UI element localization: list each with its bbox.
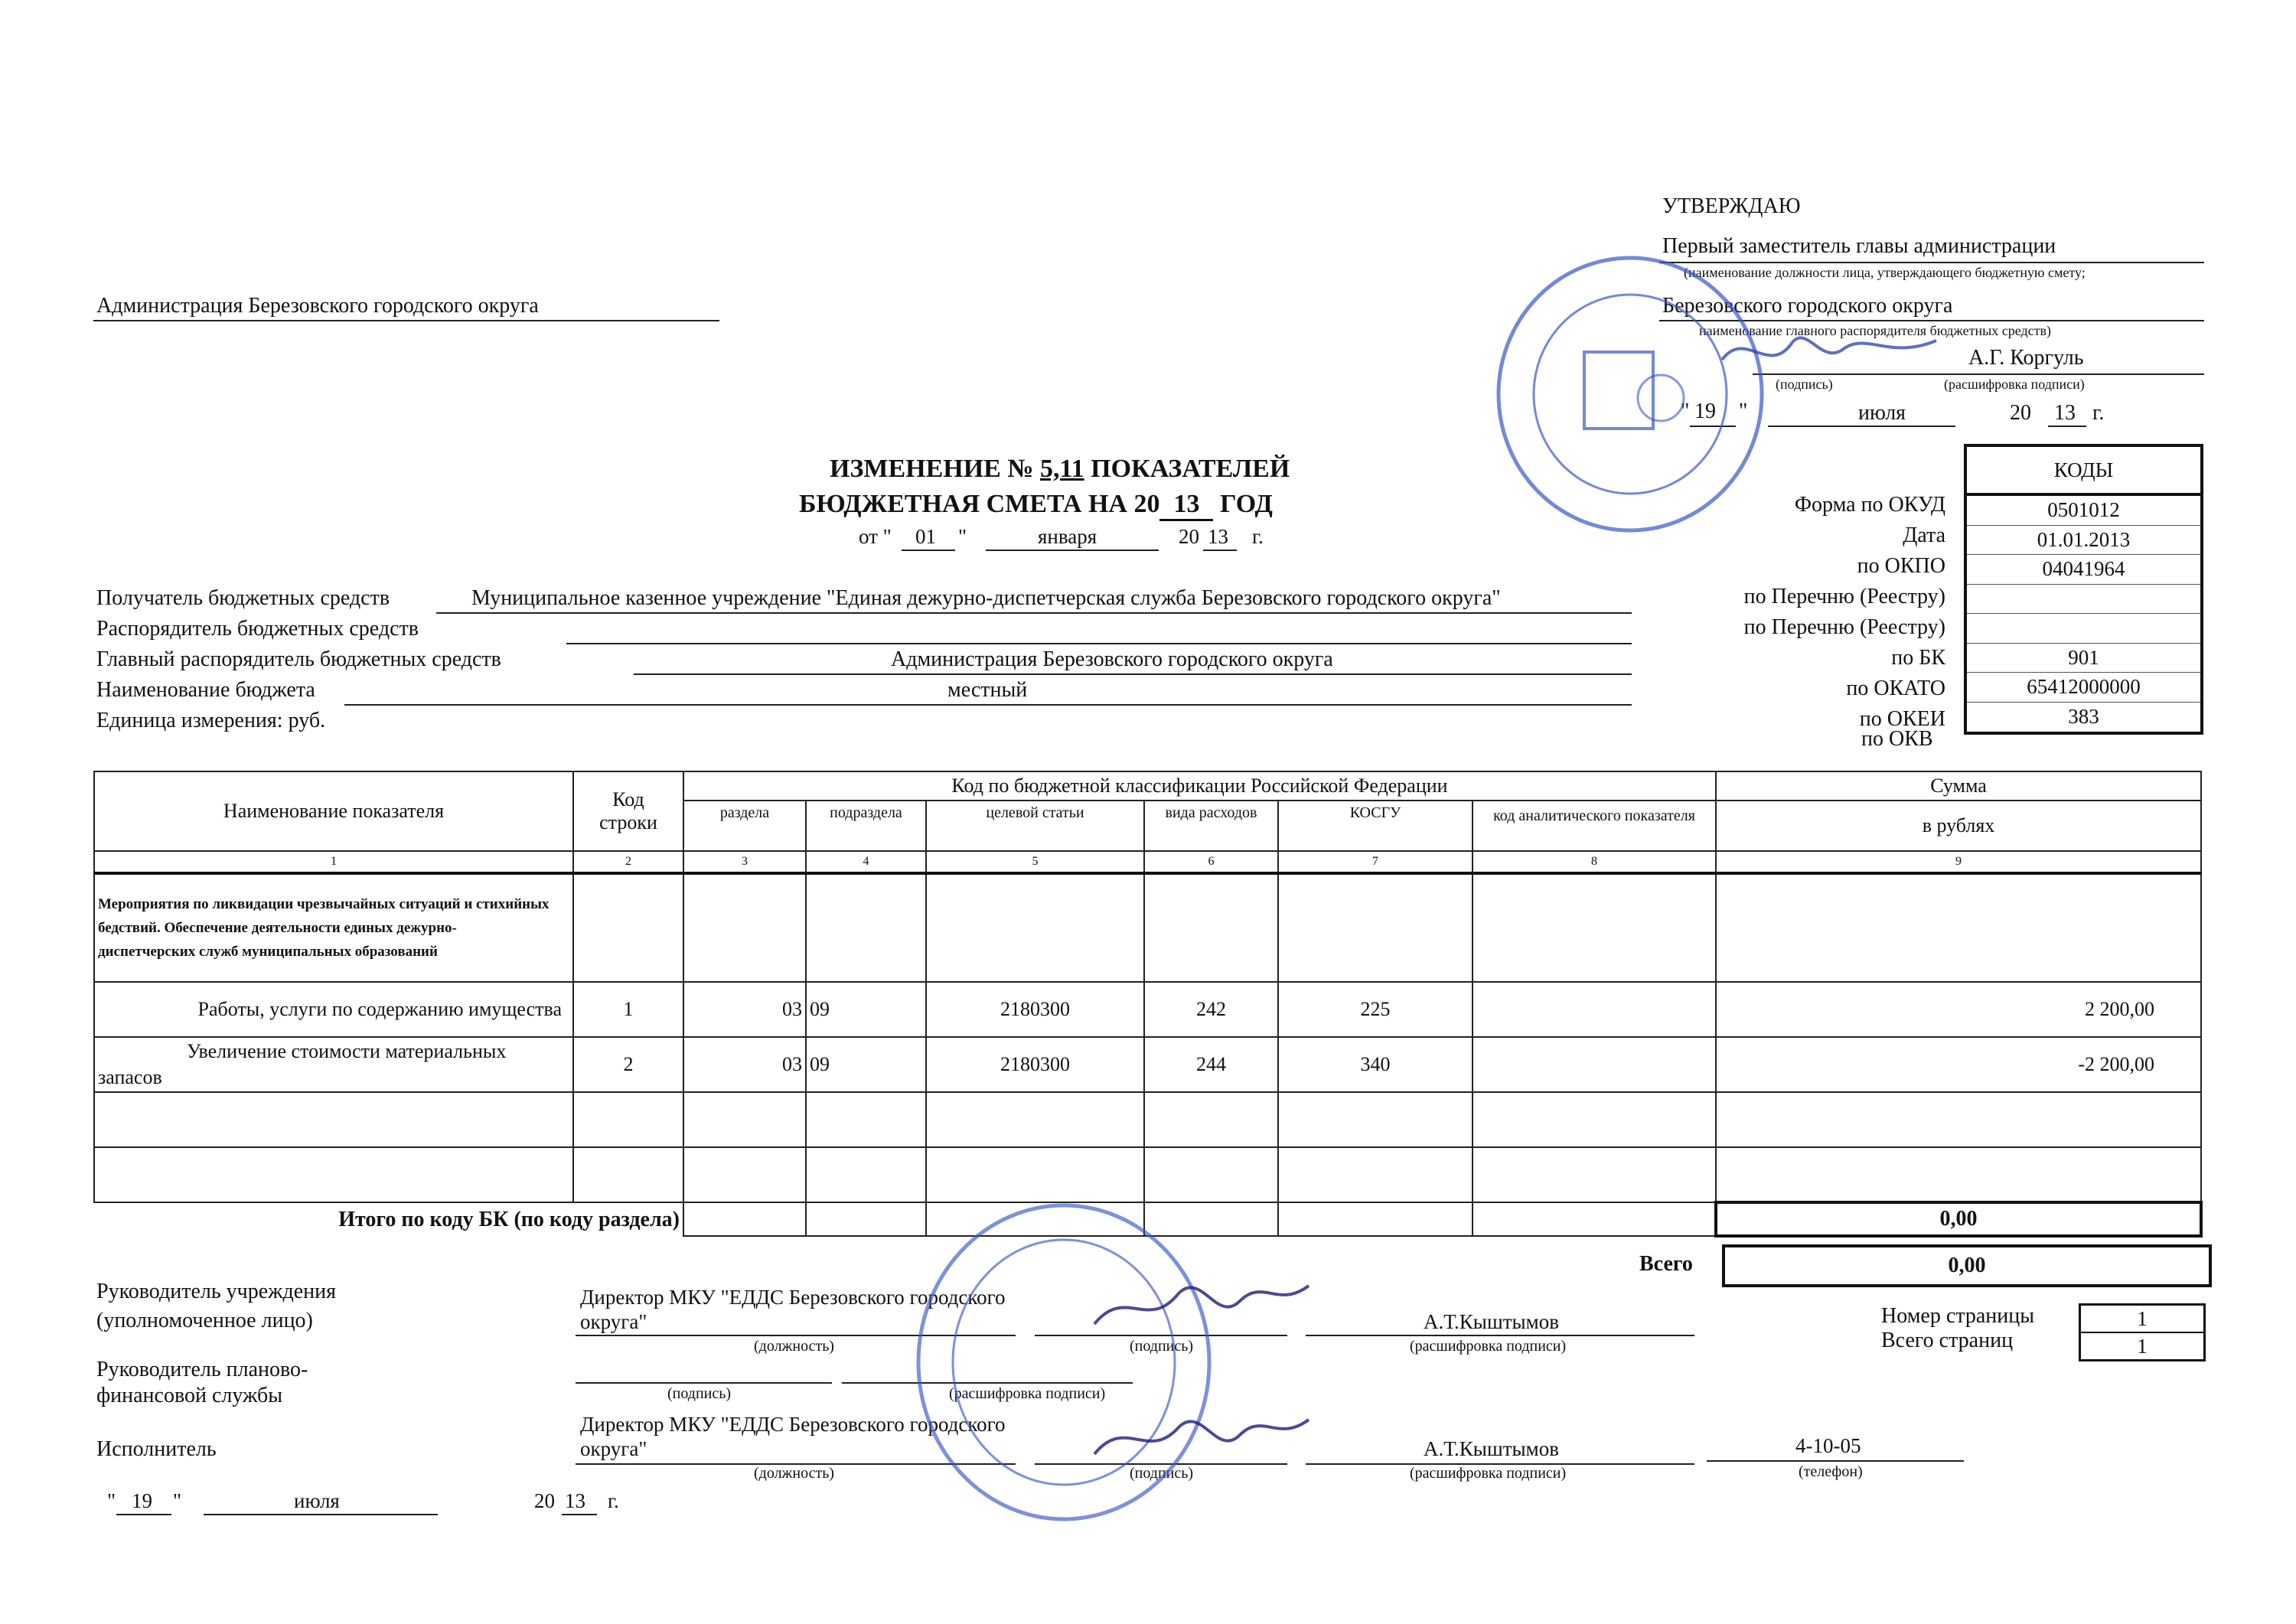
exec-sign-caption: (подпись) [1130,1465,1194,1482]
header-target: целевой статьи [926,801,1144,851]
table-cell [573,1147,683,1202]
table-cell [1473,1147,1716,1202]
table-group-row [94,873,2201,982]
approval-sign-caption: (подпись) [1776,377,1833,392]
budget-label: Наименование бюджета [96,678,315,702]
table-cell [1278,873,1473,982]
header-kosgu: КОСГУ [1278,801,1473,851]
col-number: 9 [1716,851,2201,873]
table-row-empty [94,1092,2201,1147]
row-subsection: 09 [806,982,926,1037]
main-manager-label: Главный распорядитель бюджетных средств [96,647,501,671]
approval-position-caption: (наименование должности лица, утверждающего бюджетную смету; [1684,265,2086,280]
approval-signature [1714,314,1944,383]
institution-seal-stamp [911,1194,1232,1531]
codes-label: Форма по ОКУД [1794,493,1945,517]
table-cell [573,1092,683,1147]
codes-label: Дата [1903,523,1945,547]
approval-month: июля [1858,401,1906,425]
bottom-date-month: июля [294,1489,340,1512]
left-org: Администрация Березовского городского округа [96,294,539,318]
fin-name-caption: (расшифровка подписи) [949,1385,1106,1402]
header-analytic: код аналитического показателя [1473,801,1716,851]
header-rub: в рублях [1716,801,2201,851]
admin-seal-emblem-shield [1584,352,1653,429]
approval-date-q2: " [1739,399,1748,423]
table-row [94,1037,2201,1092]
doc-date-year-prefix: 20 [1179,525,1199,548]
table-cell [1716,1147,2201,1202]
col-number: 3 [683,851,806,873]
header-section: раздела [683,801,806,851]
col-number: 5 [926,851,1144,873]
table-cell [1716,873,2201,982]
row-code: 2 [573,1037,683,1092]
codes-label: по ОКЕИ [1859,707,1945,731]
exec-position-caption: (должность) [754,1465,834,1482]
table-cell [1473,1092,1716,1147]
row-expense: 244 [1144,1037,1278,1092]
codes-label: по БК [1891,646,1945,670]
col-number: 7 [1278,851,1473,873]
exec-position-1: Директор МКУ "ЕДДС Березовского городского [580,1413,1006,1436]
row-subsection: 09 [806,1037,926,1092]
head-name: А.Т.Кыштымов [1424,1310,1560,1333]
table-cell [1144,1092,1278,1147]
table-cell [683,873,806,982]
pages-value: 1 [2137,1335,2148,1358]
col-number: 6 [1144,851,1278,873]
approval-org-caption: наименование главного распорядителя бюджетных средств) [1699,323,2051,338]
code-date: 01.01.2013 [1967,526,2200,556]
doc-title-line2: БЮДЖЕТНАЯ СМЕТА НА 20 13 ГОД [799,490,1273,521]
table-cell [1716,1092,2201,1147]
approval-day: 19 [1694,399,1716,423]
grand-total-label: Всего [1639,1252,1693,1276]
row-code: 1 [573,982,683,1037]
exec-label: Исполнитель [96,1437,217,1461]
approval-name: А.Г. Коргуль [1968,346,2084,370]
doc-date-month-line [986,549,1159,551]
header-classification: Код по бюджетной классификации Российской Федерации [683,771,1716,801]
exec-phone-caption: (телефон) [1799,1463,1863,1480]
row-name: Увеличение стоимости материальных запасов [94,1037,573,1092]
page-box [2079,1303,2206,1361]
recipient-label: Получатель бюджетных средств [96,586,390,610]
codes-box [1964,493,2203,735]
bottom-date-day: 19 [132,1489,152,1512]
approval-year-line [2048,426,2086,427]
left-org-line [93,320,719,321]
fin-label-2: финансовой службы [96,1384,283,1407]
fin-sign-line [576,1382,832,1384]
recipient-line [436,612,1632,614]
table-cell [94,1147,573,1202]
table-cell [94,1092,573,1147]
doc-date-day: 01 [915,525,936,548]
col-number: 8 [1473,851,1716,873]
col-number: 1 [94,851,573,873]
bottom-date-day-line [116,1514,171,1515]
table-cell [1278,1202,1473,1236]
row-kosgu: 340 [1278,1037,1473,1092]
fin-label-1: Руководитель планово- [96,1358,308,1381]
approval-signature-stroke [1722,338,1936,360]
row-analytic [1473,982,1716,1037]
approval-org: Березовского городского округа [1662,294,1953,318]
row-section: 03 [683,982,806,1037]
exec-name-caption: (расшифровка подписи) [1410,1465,1567,1482]
table-cell [926,1092,1144,1147]
table-cell [683,1147,806,1202]
approval-year-prefix: 20 [2010,401,2031,425]
head-position-caption: (должность) [754,1338,834,1355]
admin-seal-inner-ring [1534,295,1727,494]
code-okud: 0501012 [1967,496,2200,526]
bottom-date-q1: " [107,1489,116,1512]
table-cell [683,1202,806,1236]
admin-seal-stamp [1492,253,1768,536]
total-bk-label: Итого по коду БК (по коду раздела) [338,1207,680,1231]
bottom-date-suffix: г. [608,1489,619,1512]
codes-table [1964,444,2203,735]
header-name: Наименование показателя [94,771,573,851]
table-row [94,982,2201,1037]
page-value: 1 [2081,1306,2203,1333]
exec-position-2: округа" [580,1437,647,1460]
col-number: 2 [573,851,683,873]
approval-position: Первый заместитель главы администрации [1662,234,2056,258]
code-register-2 [1967,614,2200,644]
exec-phone-line [1707,1460,1964,1462]
table-cell [573,873,683,982]
doc-date-prefix: от " [859,525,892,548]
approval-title: УТВЕРЖДАЮ [1662,194,1801,218]
bottom-date-year-prefix: 20 [534,1489,555,1512]
table-cell [806,1202,926,1236]
head-sign-caption: (подпись) [1130,1338,1194,1355]
row-kosgu: 225 [1278,982,1473,1037]
header-sum: Сумма [1716,771,2201,801]
header-code-line1: Код [612,788,644,810]
budget-value: местный [947,678,1028,702]
bottom-date-month-line [204,1514,438,1515]
head-signature [1087,1255,1316,1347]
head-label-2: (уполномоченное лицо) [96,1309,313,1332]
table-cell [1278,1147,1473,1202]
fin-sign-caption: (подпись) [667,1385,732,1402]
bottom-date-year-line [562,1514,597,1515]
head-name-line [1306,1335,1694,1336]
head-signature-stroke [1094,1286,1309,1324]
head-label-1: Руководитель учреждения [96,1280,336,1303]
exec-signature [1087,1393,1316,1477]
codes-label: по ОКПО [1857,554,1945,578]
code-register-1 [1967,585,2200,615]
head-name-caption: (расшифровка подписи) [1410,1338,1567,1355]
approval-date-q1: " [1681,399,1690,423]
row-target: 2180300 [926,982,1144,1037]
code-okpo: 04041964 [1967,555,2200,585]
main-manager-value: Администрация Березовского городского округа [891,647,1333,671]
head-position-1: Директор МКУ "ЕДДС Березовского городского [580,1286,1006,1309]
row-section: 03 [683,1037,806,1092]
table-header-row-1 [94,771,2201,801]
unit-label: Единица измерения: руб. [96,709,326,732]
budget-line [344,704,1632,706]
main-manager-line [634,673,1632,675]
table-number-row [94,851,2201,873]
code-okato: 65412000000 [1967,673,2200,703]
codes-label: по ОКАТО [1846,677,1945,700]
header-subsection: подраздела [806,801,926,851]
recipient-value: Муниципальное казенное учреждение "Единая дежурно-диспетчерская служба Березовского городского округа" [471,586,1501,610]
table-cell [806,1092,926,1147]
header-expense: вида расходов [1144,801,1278,851]
row-analytic [1473,1037,1716,1092]
approval-name-caption: (расшифровка подписи) [1944,377,2085,392]
table-cell [1278,1092,1473,1147]
exec-name: А.Т.Кыштымов [1424,1437,1560,1460]
doc-date-suffix: г. [1252,525,1264,548]
approval-month-line [1768,426,1955,427]
table-cell [806,873,926,982]
bottom-date-year: 13 [565,1489,585,1512]
grand-total-value: 0,00 [1722,1244,2212,1287]
doc-title-line1: ИЗМЕНЕНИЕ № 5,11 ПОКАЗАТЕЛЕЙ [830,455,1290,483]
row-name: Работы, услуги по содержанию имущества [94,982,573,1037]
table-cell [926,873,1144,982]
row-target: 2180300 [926,1037,1144,1092]
doc-date-quote: " [958,525,967,548]
codes-label: по Перечню (Реестру) [1743,615,1945,639]
table-cell [1473,1202,1716,1236]
page-label: Номер страницы [1881,1304,2035,1328]
doc-date-day-line [902,549,955,551]
col-number: 4 [806,851,926,873]
head-position-2: округа" [580,1310,647,1333]
codes-okv-label: по ОКВ [1861,727,1933,751]
codes-label: по Перечню (Реестру) [1743,585,1945,608]
estimate-table [93,771,2203,1238]
doc-date-year: 13 [1208,525,1228,548]
code-okei: 383 [2068,705,2099,729]
table-cell [1473,873,1716,982]
exec-phone: 4-10-05 [1795,1434,1861,1457]
admin-seal-sun-emblem [1638,375,1684,421]
manager-line [566,643,1632,644]
doc-date-year-line [1203,549,1237,551]
pages-label: Всего страниц [1881,1329,2014,1352]
row-sum: -2 200,00 [1716,1037,2201,1092]
bottom-date-q2: " [173,1489,182,1512]
approval-year-suffix: г. [2092,401,2105,425]
total-bk-value: 0,00 [1716,1202,2201,1236]
table-cell [806,1147,926,1202]
row-expense: 242 [1144,982,1278,1037]
table-cell [683,1092,806,1147]
header-code [573,771,683,851]
exec-signature-stroke [1094,1420,1309,1454]
doc-date-month: января [1038,525,1097,548]
approval-year: 13 [2054,401,2076,425]
header-code-line2: строки [599,811,657,833]
admin-seal-outer-ring [1499,258,1762,530]
row-sum: 2 200,00 [1716,982,2201,1037]
code-bk: 901 [1967,644,2200,673]
table-cell [1144,873,1278,982]
group-title: Мероприятия по ликвидации чрезвычайных ситуаций и стихийных бедствий. Обеспечение деятельности единых дежурно-диспетчерских служб муниципальных образований [94,873,573,982]
manager-label: Распорядитель бюджетных средств [96,617,419,641]
codes-header: КОДЫ [1964,444,2203,493]
